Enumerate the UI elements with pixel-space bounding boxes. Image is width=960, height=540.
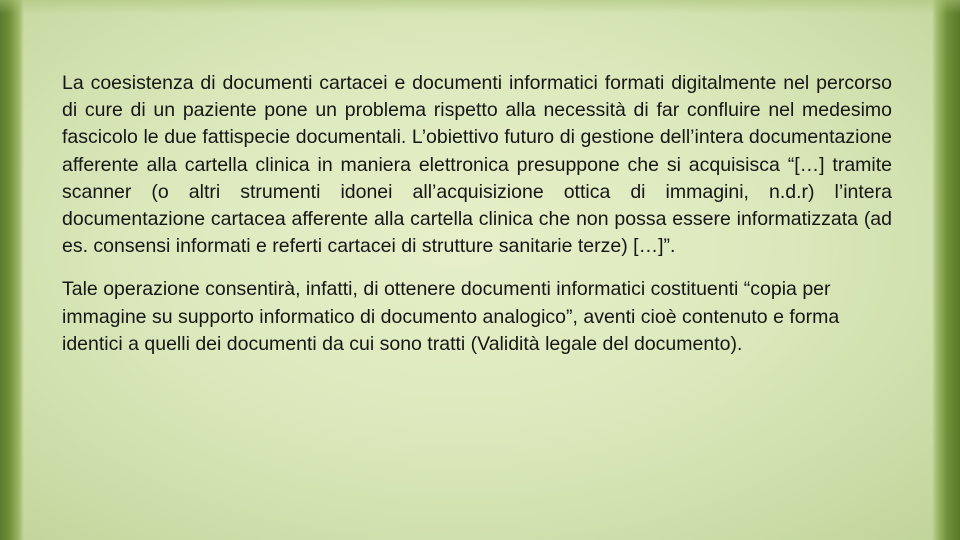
paragraph-2: Tale operazione consentirà, infatti, di ottenere documenti informatici costituenti “copia per immagine su supporto informatico di documento analogico”, aventi cioè contenuto e forma identici a quelli dei documenti da cui sono tratti (Validità legale del documento). xyxy=(62,278,840,355)
slide-body xyxy=(62,70,892,358)
right-edge-decoration xyxy=(932,0,960,540)
left-edge-decoration xyxy=(0,0,24,540)
paragraph-1: La coesistenza di documenti cartacei e documenti informatici formati digitalmente nel percorso di cure di un paziente pone un problema rispetto alla necessità di far confluire nel medesimo fascicolo le due fattispecie documentali. L’obiettivo futuro di gestione dell’intera documentazione afferente alla cartella clinica in maniera elettronica presuppone che si acquisisca “[…] tramite scanner (o altri strumenti idonei all’acquisizione ottica di immagini, n.d.r) l’intera documentazione cartacea afferente alla cartella clinica che non possa essere informatizzata (ad es. consensi informati e referti cartacei di strutture sanitarie terze) […]”. xyxy=(62,72,892,258)
top-edge-decoration xyxy=(0,0,960,14)
